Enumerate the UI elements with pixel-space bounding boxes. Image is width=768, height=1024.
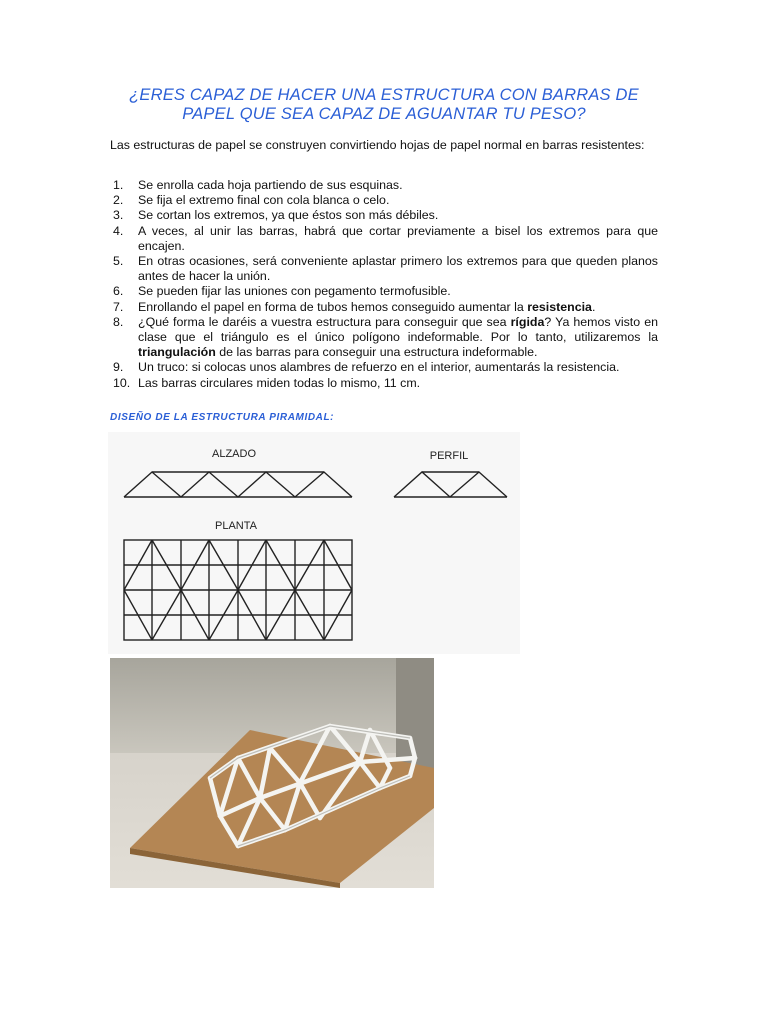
list-item [110, 284, 658, 299]
list-item [110, 315, 658, 361]
list-item [110, 360, 658, 375]
bold-term: rígida [510, 314, 545, 329]
perfil-label: PERFIL [429, 450, 469, 462]
list-item-text: Se pueden fijar las uniones con pegamento termofusible. [138, 284, 451, 299]
drawing-background [108, 432, 520, 654]
list-item-number: 7. [113, 299, 124, 314]
structure-drawing [108, 432, 520, 654]
structure-photo [110, 658, 434, 888]
list-item [110, 300, 658, 315]
list-item [110, 178, 658, 193]
list-item-text: de las barras para conseguir una estructura indeformable. [215, 345, 538, 360]
bold-term: triangulación [138, 345, 216, 360]
list-item-text: En otras ocasiones, será conveniente aplastar primero los extremos para que queden planos antes de hacer la unión. [138, 254, 658, 284]
title-line-2: PAPEL QUE SEA CAPAZ DE AGUANTAR TU PESO? [182, 105, 586, 123]
list-item-text: . [591, 299, 596, 314]
list-item-text: Se cortan los extremos, ya que éstos son más débiles. [138, 208, 439, 223]
document-title [110, 86, 658, 124]
section-heading: DISEÑO DE LA ESTRUCTURA PIRAMIDAL: [110, 412, 335, 423]
list-item-number: 1. [113, 178, 124, 192]
list-item-text: Se enrolla cada hoja partiendo de sus esquinas. [138, 178, 403, 192]
list-item-text: ¿Qué forma le daréis a vuestra estructura para conseguir que sea [138, 314, 511, 329]
list-item-text: A veces, al unir las barras, habrá que cortar previamente a bisel los extremos para que encajen. [138, 223, 658, 253]
alzado-label: ALZADO [211, 448, 257, 460]
list-item-number: 5. [113, 254, 124, 269]
list-item-text: Un truco: si colocas unos alambres de refuerzo en el interior, aumentarás la resistencia. [138, 360, 620, 375]
list-item [110, 224, 658, 254]
list-item-text: Las barras circulares miden todas lo mismo, 11 cm. [138, 375, 421, 390]
list-item-text: Enrollando el papel en forma de tubos hemos conseguido aumentar la [138, 299, 528, 314]
intro-paragraph: Las estructuras de papel se construyen convirtiendo hojas de papel normal en barras resistentes: [110, 138, 645, 152]
list-item-number: 6. [113, 284, 124, 299]
list-item [110, 376, 658, 391]
list-item-number: 8. [113, 314, 124, 329]
title-line-1: ¿ERES CAPAZ DE HACER UNA ESTRUCTURA CON BARRAS DE [129, 86, 639, 104]
list-item-number: 4. [113, 223, 124, 238]
list-item [110, 254, 658, 284]
bold-term: resistencia [527, 299, 592, 314]
list-item [110, 208, 658, 223]
paper-structure-image [110, 658, 434, 888]
steps-list [110, 178, 658, 391]
list-item-text: ? Ya hemos visto en clase que el triángulo es el único polígono indeformable. Por lo tanto, utilizaremos la [138, 314, 658, 345]
planta-label: PLANTA [215, 520, 257, 532]
list-item [110, 193, 658, 208]
list-item-number: 2. [113, 193, 124, 208]
list-item-number: 10. [113, 375, 131, 390]
list-item-text: Se fija el extremo final con cola blanca o celo. [138, 193, 390, 208]
list-item-number: 3. [113, 208, 124, 223]
list-item-number: 9. [113, 360, 124, 375]
